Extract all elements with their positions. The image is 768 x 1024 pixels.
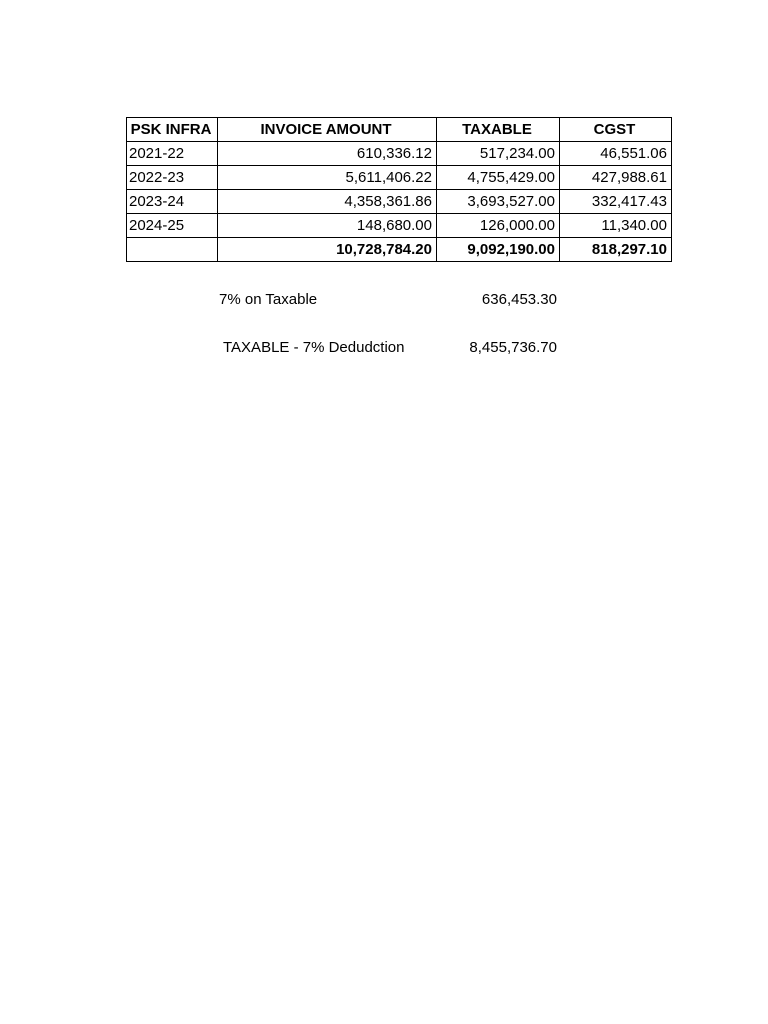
cgst-cell[interactable]: 427,988.61	[560, 166, 672, 190]
table-row	[127, 190, 672, 214]
seven-percent-label[interactable]: 7% on Taxable	[219, 291, 318, 308]
invoice-amount-cell[interactable]: 5,611,406.22	[218, 166, 437, 190]
year-cell[interactable]: 2022-23	[127, 166, 218, 190]
year-cell[interactable]: 2024-25	[127, 214, 218, 238]
taxable-cell[interactable]: 126,000.00	[437, 214, 560, 238]
header-taxable[interactable]: TAXABLE	[437, 118, 560, 142]
year-cell[interactable]: 2021-22	[127, 142, 218, 166]
year-cell[interactable]: 2023-24	[127, 190, 218, 214]
seven-percent-value[interactable]: 636,453.30	[481, 291, 557, 308]
net-taxable-label[interactable]: TAXABLE - 7% Dedudction	[223, 339, 405, 356]
invoice-summary-table	[126, 117, 672, 262]
header-invoice-amount[interactable]: INVOICE AMOUNT	[218, 118, 437, 142]
total-taxable-cell[interactable]: 9,092,190.00	[437, 238, 560, 262]
total-invoice-amount-cell[interactable]: 10,728,784.20	[218, 238, 437, 262]
cgst-cell[interactable]: 46,551.06	[560, 142, 672, 166]
cgst-cell[interactable]: 11,340.00	[560, 214, 672, 238]
header-cgst[interactable]: CGST	[560, 118, 672, 142]
table-row	[127, 166, 672, 190]
header-psk-infra[interactable]: PSK INFRA	[127, 118, 218, 142]
total-cgst-cell[interactable]: 818,297.10	[560, 238, 672, 262]
header-row	[127, 118, 672, 142]
taxable-cell[interactable]: 517,234.00	[437, 142, 560, 166]
net-taxable-value[interactable]: 8,455,736.70	[469, 339, 557, 356]
invoice-amount-cell[interactable]: 148,680.00	[218, 214, 437, 238]
invoice-amount-cell[interactable]: 4,358,361.86	[218, 190, 437, 214]
taxable-cell[interactable]: 3,693,527.00	[437, 190, 560, 214]
cgst-cell[interactable]: 332,417.43	[560, 190, 672, 214]
totals-label-cell[interactable]	[127, 238, 218, 262]
totals-row	[127, 238, 672, 262]
table-row	[127, 214, 672, 238]
taxable-cell[interactable]: 4,755,429.00	[437, 166, 560, 190]
table-row	[127, 142, 672, 166]
invoice-amount-cell[interactable]: 610,336.12	[218, 142, 437, 166]
